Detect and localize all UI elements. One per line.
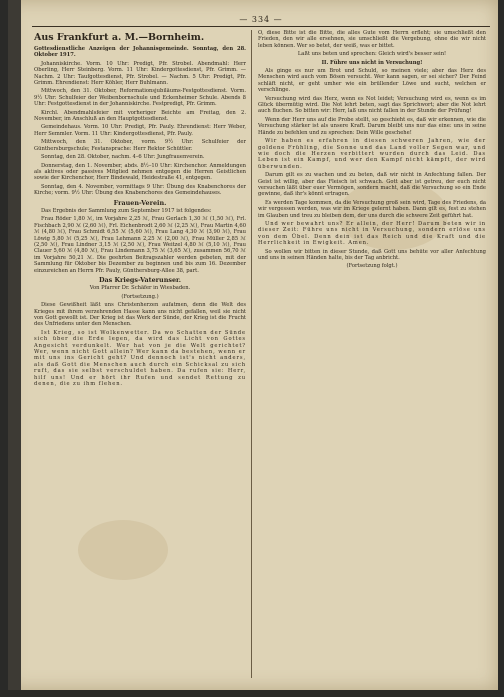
paragraph: O, diese Bitte ist die Bitte, die alles Gute vom Herrn erfleht; sie umschließt den Frieden, den wir alle ersehnen, sie umschließt die Vergebung, ohne die wir nicht leben können. Wer so betet, der weiß, was er bittet. [258,30,486,49]
continuation-note: (Fortsetzung folgt.) [346,263,398,270]
paragraph: Mittwoch, den 31. Oktober, vorm. 9½ Uhr: Schulfeier der Günthersburgschule; Festansprache: Herr Rektor Schüttler. [34,139,246,152]
paragraph: Es werden Tage kommen, da die Versuchung groß sein wird, Tage des Friedens, da wir vergessen werden, was wir im Kriege gelernt haben. Dann gilt es, fest zu stehen im Glauben und treu zu bleiben dem, der uns durch die schwere Zeit geführt hat. [258,199,486,219]
page-number: — 334 — [239,15,283,24]
header-rule [32,26,490,27]
paragraph: Darum gilt es zu wachen und zu beten, daß wir nicht in Anfechtung fallen. Der Geist ist willig, aber das Fleisch ist schwach. Gott aber ist getreu, der euch nicht versuchen läßt über euer Vermögen, sondern macht, daß die Versuchung so ein Ende gewinne, daß ihr's könnt ertragen. [258,172,486,198]
newspaper-page [8,0,498,690]
paragraph: So wollen wir bitten in dieser Stunde, daß Gott uns behüte vor aller Anfechtung und uns in seinen Händen halte, bis der Tag anbricht. [258,248,486,261]
section-masthead: Aus Frankfurt a. M.—Bornheim. [34,32,205,43]
left-column [34,30,246,678]
paragraph: Als ginge es nur um Brot und Schuld, so meinen viele; aber das Herz des Menschen wird auch vom Bösen versucht. Wer kann sagen, er sei sicher? Der Feind schläft nicht, er geht umher wie ein brüllender Löwe und sucht, welchen er verschlinge. [258,68,486,94]
paragraph: Sonntag, den 4. November, vormittags 9 Uhr: Übung des Knabenchores der Kirche; vorm. 9½ Uhr: Übung des Knabenchores des Gemeindehauses. [34,183,246,197]
right-column [258,30,486,678]
paragraph: Versuchung wird das Herz, wenn es Not leidet; Versuchung wird es, wenn es im Glück übermütig wird. Die Not lehrt beten, sagt das Sprichwort; aber die Not lehrt auch fluchen. So bitten wir: Herr, laß uns nicht fallen in der Stunde der Prüfung! [258,95,486,115]
paragraph: Laßt uns beten und sprechen: Gleich wird's besser sein! [297,51,447,58]
section-heading: Frauen-Verein. [113,198,167,207]
subsection-heading: II. Führe uns nicht in Versuchung! [321,59,423,66]
section-heading: Das Kriegs-Vaterunser. [98,276,182,284]
paragraph: Kirchl. Abendmahlsfeier mit vorheriger Beichte am Freitag, den 2. November, im Anschluß an den Hauptgottesdienst. [34,109,246,123]
paragraph: Wir haben es erfahren in diesen schweren Jahren, wie der goldene Frühling, die Sonne und das Land voller Segen war, und wie doch die Herzen verbittert wurden durch das Leid. Das Leben ist ein Kampf, und wer den Kampf nicht kämpft, der wird überwunden. [258,138,486,170]
paragraph: Gottesdienstliche Anzeigen der Johannisgemeinde. Sonntag, den 28. Oktober 1917. [34,46,246,59]
binding-strip [8,0,21,690]
column-divider [251,30,252,678]
continuation-note: (Fortsetzung.) [121,293,159,300]
paragraph: Und wer bewahrt uns? Er allein, der Herr! Darum beten wir in dieser Zeit: Führe uns nicht in Versuchung, sondern erlöse uns von dem Übel. Denn dein ist das Reich und die Kraft und die Herrlichkeit in Ewigkeit. Amen. [258,220,486,247]
paragraph: Ist Krieg, so ist Wolkenwetter. Da wo Schatten der Sünde sich über die Erde legen, da wird das Licht von Gottes Angesicht verdunkelt. Wer hat von je die Welt gerichtet? Wer, wenn nicht Gott allein? Wer kann da bestehen, wenn er mit uns ins Gericht geht? Und dennoch ist's nicht anders, als daß Gott die Menschen auch durch ein Schicksal zu sich ruft, das sie selbst verschuldet haben. Da rufen sie: Herr, hilf uns! Und er hört ihr Rufen und sendet Rettung zu denen, die zu ihm flehen. [34,329,246,388]
paragraph: Das Ergebnis der Sammlung zum September 1917 ist folgendes: [41,207,212,214]
paragraph: Wenn der Herr uns auf die Probe stellt, so geschieht es, daß wir erkennen, wie die Versuchung stärker ist als unsere Kraft. Darum bleibt uns nur das eine: uns in seine Hände zu befehlen und zu sprechen: Dein Wille geschehe! [258,116,486,136]
paragraph: Gemeindehaus. Vorm. 10 Uhr: Predigt, Pfr. Pauly. Ehrendienst: Herr Weber, Herr Semmler. Vorm. 11 Uhr: Kindergottesdienst, Pfr. Pauly. [34,124,246,137]
paragraph: Frau Röder 1,80 ℳ, im Vorjahre 2,25 ℳ, Frau Gerlach 1,30 ℳ (1,50 ℳ), Frl. Fischbach 2,90 ℳ (2,60 ℳ), Frl. Eichenbrodt 2,60 ℳ (2,25 ℳ), Frau Martin 4,60 ℳ (4,80 ℳ), Frau Schmidt 6,55 ℳ (5,60 ℳ), Frau Lang 4,30 ℳ (3,90 ℳ), Frau Löwig 5,80 ℳ (5,25 ℳ), Frau Lehmann 2,25 ℳ (2,00 ℳ), Frau Müller 2,85 ℳ (2,50 ℳ), Frau Lindner 3,15 ℳ (2,50 ℳ), Frau Weitzel 4,80 ℳ (5,10 ℳ), Frau Clauer 5,60 ℳ (4,80 ℳ), Frau Lindemann 3,75 ℳ (3,65 ℳ), zusammen 56,70 ℳ im Vorjahre 50,21 ℳ. Die geehrten Beitragszahler werden gebeten, mit der Sammlung für Oktober bis Dezember zu beginnen und bis zum 16. Dezember einzureichen an Herrn Pfr. Pauly, Günthersburg-Allee 38, part. [34,216,246,274]
paragraph: Diese Gewißheit läßt uns Christenherzen aufatmen, denn die Welt des Krieges mit ihrem verzehrenden Hasse kann uns nicht gefallen, weil sie nicht von Gott gewollt ist. Der Krieg ist das Werk der Sünde, der Krieg ist die Frucht des Unfriedens unter den Menschen. [34,302,246,328]
paragraph: Sonntag, den 28. Oktober, nachm. 4–6 Uhr: Jungfrauenverein. [41,154,205,161]
page-header [32,12,490,30]
paragraph: Mittwoch, den 31. Oktober, Reformationsjubiläums-Festgottesdienst. Vorm. 9½ Uhr: Schulfeier der Weibenbornschule und Eckenheimer Schule. Abends 8 Uhr: Festgottesdienst in der Johanniskirche. Festpredigt, Pfr. Grimm. [34,88,246,108]
paragraph: Donnerstag, den 1. November, abds. 8½–10 Uhr: Kirchenchor. Anmeldungen als aktives oder passives Mitglied nehmen entgegen die Herren Geistlichen sowie der Kirchenchor, Herr Bindewald, Heidestraße 41, entgegen. [34,162,246,182]
byline: Von Pfarrer Dr. Schäfer in Wiesbaden. [89,285,191,292]
paragraph: Johanniskirche. Vorm. 10 Uhr: Predigt, Pfr. Strobel. Abendmahl: Herr Oberling, Herr Steinberg. Vorm. 11 Uhr: Kindergottesdienst, Pfr. Grimm. — Nachm. 2 Uhr: Taufgottesdienst, Pfr. Strobel. — Nachm. 5 Uhr: Predigt, Pfr. Grimm. Ehrendienst: Herr Köhler, Herr Buhlmann. [34,60,246,87]
